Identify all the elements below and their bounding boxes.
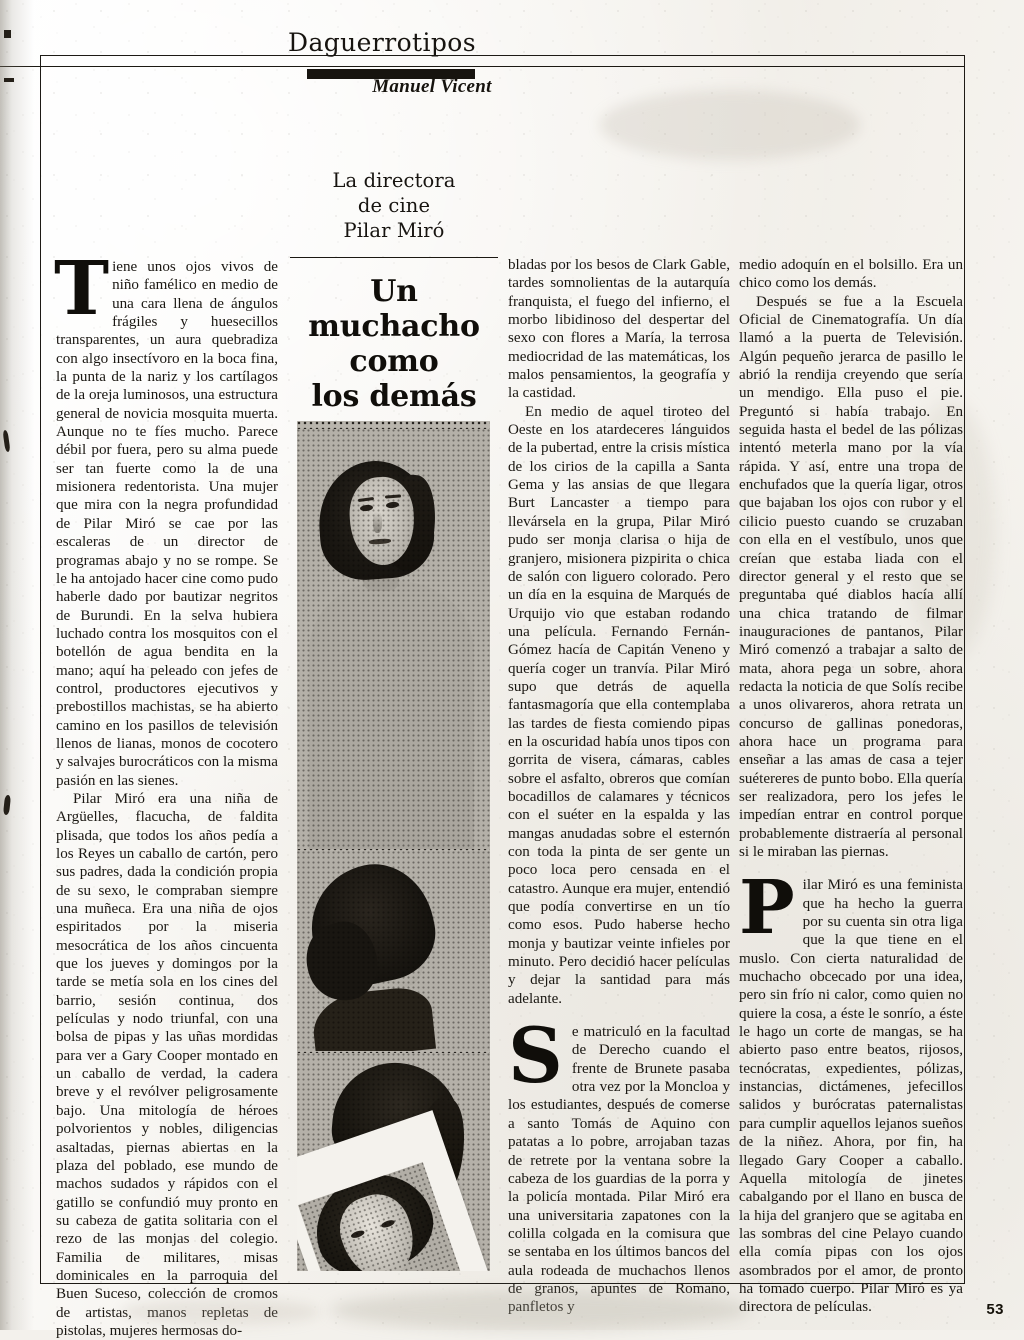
- body-column-3: [739, 256, 963, 1316]
- article-headline: [288, 274, 500, 414]
- deck-divider-rule: [290, 257, 498, 258]
- scan-spine-shadow: [0, 0, 34, 1330]
- paragraph-text: iene unos ojos vivos de niño famélico en medio de una cara llena de ángulos frágiles y huesecillos transparentes, un aura quebradiza con algo insectívoro en la boca fina, la punta de la nariz y los cartílagos de la oreja luminosos, una estructura general de novicia mosquita muerta. Aunque no te fíes mucho. Parece débil por fuera, pero su alma puede ser tan fuerte como la de una misionera redentorista. Una mujer que mira con la negra profundidad de Pilar Miró se cae por las escaleras de un director de programas abajo y no se rompe. Se le ha antojado hacer cine como pudo haberle dado por bautizar negritos de Burundi. En la selva hubiera luchado contra los mosquitos con el botellón de agua bendita en la mano; aquí ha peleado con jefes de control, productores ejecutivos y prebostillos machistas, se ha abierto camino en los pasillos de televisión llenos de lianas, monos de cocotero y salvajes burocráticos con la misma pasión en las sienes.: [56, 259, 278, 789]
- deck-line-1: La directora: [332, 169, 456, 192]
- body-column-1: [54, 246, 278, 1339]
- portrait-photo-top: [297, 429, 490, 849]
- scan-edge-marks: [2, 0, 16, 1330]
- masthead-rule: [0, 66, 965, 67]
- drop-cap-s: S: [508, 1011, 563, 1101]
- article-title-block: [288, 168, 500, 414]
- deck-line-3: Pilar Miró: [343, 219, 445, 242]
- portrait-photo-bowed-head: [297, 851, 490, 1051]
- body-column-2: [508, 256, 730, 1316]
- headline-line-1: Un: [370, 274, 418, 309]
- author-byline: Manuel Vicent: [372, 76, 492, 97]
- headline-line-4: los demás: [311, 379, 477, 414]
- paragraph: [508, 1011, 730, 1317]
- masthead: [0, 14, 1024, 102]
- headline-line-2: muchacho: [308, 309, 480, 344]
- paragraph-text: ilar Miró es una feminista que ha hecho la guerra por su cuenta sin otra liga que la que tiene en el muslo. Con cierta naturalidad de muchacho obcecado por una idea, pero sin frío ni calor, como quien no quiere la cosa, a éste le sonrío, a éste le hago un corte de mangas, se ha abierto paso entre beatos, rijosos, tecnócratas, expedientes, pólizas, instancias, dictámenes, jefecillos salidos y burócratas paternalistas para cumplir aquellos lejanos sueños de la niñez. Ahora, por fin, ha llegado Gary Cooper a caballo. Aquella mitología de jinetes cabalgando por el llano en busca de la hija del granjero que se agitaba en las sombras del cine Pelayo cuando ella comía pipas con los ojos asombrados por el amor, de pronto ha tomado cuerpo. Pilar Miró es ya directora de películas.: [739, 877, 963, 1316]
- paragraph: Después se fue a la Escuela Oficial de Cinematografía. Un día llamó a la puerta de Televisión. Algún pequeño jerarca de pasillo le abrió la rendija creyendo que sería un mendigo. Ella puso el pie. Preguntó si había trabajo. En seguida hasta el bedel de las pólizas intentó meterla mano por la vía rápida. Y así, entre una tropa de enchufados que la quería ligar, otros que bajaban los ojos con rubor y el cilicio puesto cuando se cruzaban con ella en el vestíbulo, unos que creían que estaba liada con el director general y el resto que se preguntaba qué diablos hacía allí una chica tratando de filmar inauguraciones de pantanos, Pilar Miró comenzó a trabajar a salto de mata, ahora pega un sobre, ahora redacta la noticia de que Solís recibe a unos olivareros, ahora retrata un concurso de gallinas ponedoras, ahora hace un programa para enseñar a las amas de casa a tejer suétereres de punto bobo. Ella quería ser realizadora, pero los jefes le impedían entrar en control porque probablemente distraería al personal si le miraban las piernas.: [739, 293, 963, 860]
- paragraph: [739, 865, 963, 1316]
- deck-line-2: de cine: [357, 194, 431, 217]
- paragraph: Pilar Miró era una niña de Argüelles, flacucha, de faldita plisada, que todos los años pedía a los Reyes un caballo de cartón, pero sus padres, dada la condición propia de su sexo, le compraban siempre una muñeca. Era una niña de ojos espiritados por la miseria mesocrática de los años cincuenta que los jueves y domingos por la tarde se metía sola en los cines del barrio, sesión continua, dos películas y nodo triunfal, con una bolsa de pipas y las uñas mordidas para ver a Gary Cooper montado en un caballo de verdad, la cadera breve y el revólver peligrosamente bajo. Una mitología de héroes polvorientos y nobles, diligencias asaltadas, piernas abiertas en la plaza del poblado, ese mundo de machos sudados y rápidos con el gatillo se confundió muy pronto en su cabeza de gatita solitaria con el rezo de las monjas del colegio. Familia de militares, misas dominicales en la parroquia del Buen Suceso, colección de cromos de artistas, manos repletas de pistolas, mujeres hermosas do-: [56, 790, 278, 1339]
- paragraph: [54, 246, 278, 790]
- section-title: [0, 28, 1024, 57]
- paragraph: En medio de aquel tiroteo del Oeste en los atardeceres lánguidos de la pubertad, entre la crisis mística de los cirios de la capilla a Santa Gema y las ansias de que llegara Burt Lancaster a tiempo para llevársela en la grupa, Pilar Miró pudo ser monja clarisa o hija de granjero, misionera pizpirita o chica de salón con liguero colorado. Pero un día en la esquina de Marqués de Urquijo vio que estaban rodando una película. Fernando Fernán-Gómez hacía de Capitán Veneno y quería coger un tranvía. Pilar Miró supo que detrás de aquella fantasmagoría que ella contemplaba las tardes de fiesta comiendo pipas en la oscuridad había unos tipos con gorrita de visera, cámaras, cables sobre el asfalto, obreros que comían bocadillos de calamares y técnicos con el suéter en la espalda y las mangas anudadas sobre el esternón con toda la pinta de ser gente un poco loca pero censada en el catastro. Aunque era mujer, entendió que podía convertirse en un tío como esos. Pudo haberse hecho monja y bautizar veinte infieles por minuto. Pero decidió hacer películas y dejar la santidad para más adelante.: [508, 403, 730, 1007]
- paragraph: bladas por los besos de Clark Gable, tardes somnolientas de la autarquía franquista, el fuego del infierno, el morbo libidinoso del despertar del sexo con flores a María, la terrosa mediocridad de las matemáticas, los malos pensamientos, la geografía y la castidad.: [508, 257, 730, 402]
- paragraph-text: e matriculó en la facultad de Derecho cuando el frente de Brunete pasaba otra vez por la Moncloa y los estudiantes, después de comerse a santo Tomás de Aquino con patatas a lo pobre, arrojaban tazas de retrete por la ventana sobre la cabeza de los guardias de la porra y la policía montada. Pilar Miró era una universitaria zapatones con la colilla colgada en la comisura que se sentaba en los últimos bancos del aula rodeada de muchachos llenos de granos, apuntes de Romano, panfletos y: [508, 1024, 730, 1316]
- section-title-text: Daguerrotipos: [288, 28, 476, 57]
- page-number: 53: [986, 1301, 1004, 1318]
- photo-collage: [297, 421, 490, 1271]
- article-deck: [288, 168, 500, 243]
- paragraph: medio adoquín en el bolsillo. Era un chico como los demás.: [739, 257, 963, 292]
- drop-cap-p: P: [739, 865, 795, 952]
- drop-cap-t: T: [54, 246, 110, 332]
- headline-line-3: como: [349, 344, 439, 379]
